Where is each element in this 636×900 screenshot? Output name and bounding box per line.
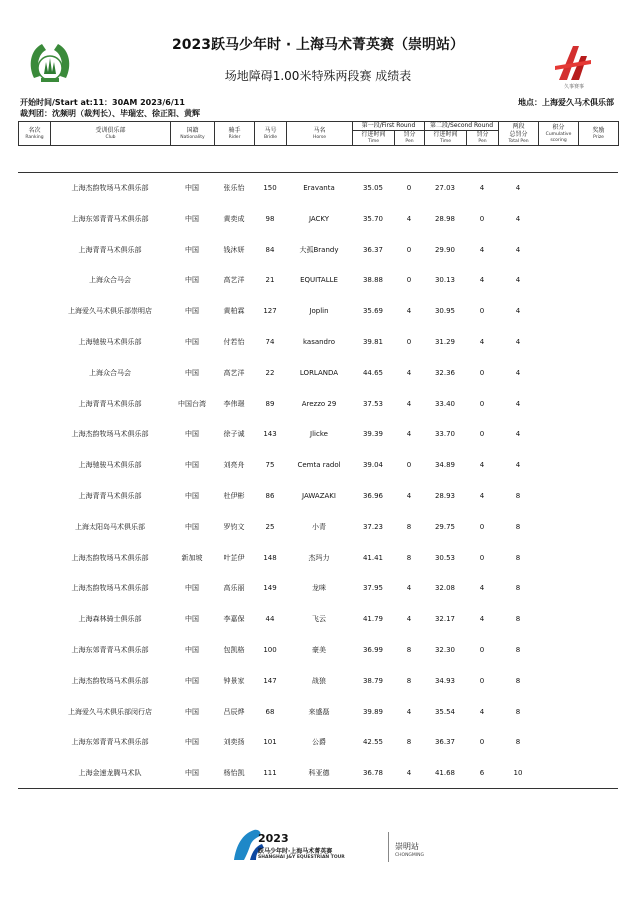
table-row bbox=[18, 759, 618, 787]
cell-total: 4 bbox=[515, 338, 521, 346]
cell-p1: 8 bbox=[406, 738, 412, 747]
cell-bridle: 68 bbox=[265, 707, 275, 716]
cell-p1: 0 bbox=[406, 338, 412, 346]
cell-nat: 中国 bbox=[185, 184, 199, 192]
cell-t1: 38.88 bbox=[362, 276, 384, 285]
cell-nat: 中国 bbox=[185, 738, 199, 747]
cell-rider: 包凯格 bbox=[223, 646, 245, 654]
cell-total: 8 bbox=[515, 707, 521, 716]
cell-t2: 34.93 bbox=[434, 676, 456, 685]
cell-club: 上海众合马会 bbox=[89, 368, 131, 377]
footer-station-en: CHONGMING bbox=[395, 853, 424, 858]
cell-club: 上海驰骏马术俱乐部 bbox=[78, 461, 142, 470]
cell-t2: 32.30 bbox=[434, 646, 456, 654]
cell-nat: 中国 bbox=[185, 276, 199, 285]
cell-bridle: 75 bbox=[265, 461, 275, 470]
cell-p1: 8 bbox=[406, 646, 412, 654]
cell-nat: 中国 bbox=[185, 461, 199, 470]
cell-p1: 4 bbox=[406, 615, 412, 624]
cell-total: 4 bbox=[515, 399, 521, 408]
footer-event-name: 跃马少年时·上海马术菁英赛 bbox=[258, 848, 333, 855]
cell-nat: 中国 bbox=[185, 492, 199, 500]
cell-p1: 8 bbox=[406, 676, 412, 685]
col-r2-time: 行进时间 Time bbox=[425, 131, 467, 146]
cell-total: 8 bbox=[515, 646, 521, 654]
cell-p2: 6 bbox=[479, 769, 485, 778]
cell-club: 上海青青马术俱乐部 bbox=[78, 492, 142, 500]
table-row bbox=[18, 174, 618, 202]
cell-t1: 36.96 bbox=[362, 492, 384, 500]
cell-t1: 44.65 bbox=[362, 368, 384, 377]
col-rank: 名次 Ranking bbox=[19, 122, 51, 146]
cell-bridle: 127 bbox=[263, 307, 277, 316]
cell-t2: 33.40 bbox=[434, 399, 456, 408]
cell-t2: 35.54 bbox=[434, 707, 456, 716]
cell-t1: 41.41 bbox=[362, 553, 384, 562]
cell-club: 上海金速龙腾马术队 bbox=[78, 769, 142, 778]
cell-t2: 32.08 bbox=[434, 584, 456, 593]
cell-rider: 徐子诚 bbox=[223, 430, 245, 439]
cell-rider: 刘亮舟 bbox=[223, 461, 245, 470]
cell-club: 上海驰骏马术俱乐部 bbox=[78, 338, 142, 346]
cell-p1: 4 bbox=[406, 492, 412, 500]
cell-p1: 0 bbox=[406, 245, 412, 254]
cell-total: 10 bbox=[513, 769, 523, 778]
cell-p1: 0 bbox=[406, 461, 412, 470]
cell-nat: 中国 bbox=[185, 676, 199, 685]
table-row bbox=[18, 451, 618, 479]
cell-p2: 4 bbox=[479, 184, 485, 192]
cell-club: 上海爱久马术俱乐部闵行店 bbox=[68, 707, 152, 716]
cell-t1: 35.69 bbox=[362, 307, 384, 316]
cell-nat: 中国 bbox=[185, 368, 199, 377]
cell-rider: 李伟璟 bbox=[223, 399, 245, 408]
cell-bridle: 21 bbox=[265, 276, 275, 285]
cell-p2: 0 bbox=[479, 553, 485, 562]
cell-t1: 36.78 bbox=[362, 769, 384, 778]
table-bottom-rule bbox=[18, 788, 618, 789]
cell-nat: 中国台湾 bbox=[178, 399, 206, 408]
cell-club: 上海青青马术俱乐部 bbox=[78, 399, 142, 408]
cell-t1: 36.37 bbox=[362, 245, 384, 254]
col-bridle: 马号 Bridle bbox=[255, 122, 287, 146]
cell-rider: 黄奕成 bbox=[223, 214, 245, 223]
cell-p1: 8 bbox=[406, 522, 412, 531]
cell-rider: 黄柏霖 bbox=[223, 307, 245, 316]
cell-t1: 35.70 bbox=[362, 214, 384, 223]
footer-event-name-en: SHANGHAI J&Y EQUESTRIAN TOUR bbox=[258, 855, 345, 860]
cell-total: 4 bbox=[515, 184, 521, 192]
cell-p1: 4 bbox=[406, 584, 412, 593]
table-row bbox=[18, 667, 618, 695]
cell-club: 上海爱久马术俱乐部崇明店 bbox=[68, 307, 152, 316]
cell-club: 上海森林骑士俱乐部 bbox=[78, 615, 142, 624]
cell-nat: 中国 bbox=[185, 646, 199, 654]
jiushi-logo-text: 久事赛事 bbox=[563, 84, 584, 90]
table-row bbox=[18, 390, 618, 418]
cell-t2: 36.37 bbox=[434, 738, 456, 747]
cell-club: 上海东郊青青马术俱乐部 bbox=[71, 214, 149, 223]
table-row bbox=[18, 482, 618, 510]
cell-rider: 高艺洋 bbox=[223, 368, 245, 377]
cell-rider: 高乐丽 bbox=[223, 584, 245, 593]
cell-total: 8 bbox=[515, 553, 521, 562]
results-table-header bbox=[18, 121, 619, 146]
cell-bridle: 44 bbox=[265, 615, 275, 624]
cell-horse: 杰玛力 bbox=[308, 553, 330, 562]
cell-total: 4 bbox=[515, 307, 521, 316]
cell-horse: 豪美 bbox=[312, 646, 326, 654]
col-r2-pen: 罚分 Pen bbox=[467, 131, 499, 146]
cell-t1: 39.04 bbox=[362, 461, 384, 470]
cell-total: 4 bbox=[515, 461, 521, 470]
table-row bbox=[18, 513, 618, 541]
cell-p1: 8 bbox=[406, 553, 412, 562]
cell-rider: 钟景家 bbox=[223, 676, 245, 685]
cell-p2: 4 bbox=[479, 584, 485, 593]
cell-nat: 中国 bbox=[185, 307, 199, 316]
cell-p2: 0 bbox=[479, 522, 485, 531]
footer-station: 崇明站 bbox=[395, 842, 419, 851]
cell-rider: 杜伊彬 bbox=[223, 492, 245, 500]
cell-horse: Joplin bbox=[309, 307, 329, 316]
cell-p2: 4 bbox=[479, 245, 485, 254]
table-row bbox=[18, 236, 618, 264]
cell-p1: 4 bbox=[406, 769, 412, 778]
cell-bridle: 25 bbox=[265, 522, 275, 531]
table-row bbox=[18, 328, 618, 356]
cell-total: 4 bbox=[515, 430, 521, 439]
cell-bridle: 89 bbox=[265, 399, 275, 408]
cell-bridle: 98 bbox=[265, 214, 275, 223]
cell-bridle: 74 bbox=[265, 338, 275, 346]
cell-t1: 39.81 bbox=[362, 338, 384, 346]
cell-bridle: 84 bbox=[265, 245, 275, 254]
cell-horse: 战狼 bbox=[312, 676, 326, 685]
cell-t1: 39.89 bbox=[362, 707, 384, 716]
table-row bbox=[18, 728, 618, 756]
table-row bbox=[18, 359, 618, 387]
cell-rider: 李嘉保 bbox=[223, 615, 245, 624]
cell-horse: 来盛磊 bbox=[308, 707, 330, 716]
cell-p2: 0 bbox=[479, 738, 485, 747]
cell-total: 4 bbox=[515, 214, 521, 223]
cell-t2: 30.13 bbox=[434, 276, 456, 285]
cell-nat: 中国 bbox=[185, 338, 199, 346]
cell-nat: 中国 bbox=[185, 615, 199, 624]
cell-t2: 28.93 bbox=[434, 492, 456, 500]
cell-club: 上海东郊青青马术俱乐部 bbox=[71, 738, 149, 747]
venue: 地点：上海爱久马术俱乐部 bbox=[518, 98, 614, 107]
cell-horse: LORLANDA bbox=[299, 368, 339, 377]
col-nationality: 国籍 Nationality bbox=[171, 122, 215, 146]
cell-p2: 0 bbox=[479, 430, 485, 439]
cell-nat: 中国 bbox=[185, 584, 199, 593]
page-subtitle: 场地障碍1.00米特殊两段赛 成绩表 bbox=[224, 69, 412, 83]
cell-p2: 0 bbox=[479, 368, 485, 377]
footer-year: 2023 bbox=[258, 832, 289, 845]
cell-p1: 4 bbox=[406, 430, 412, 439]
cell-club: 上海杰韵牧场马术俱乐部 bbox=[71, 584, 149, 593]
col-club: 受训俱乐部 Club bbox=[51, 122, 171, 146]
start-time: 开始时间/Start at:11：30AM 2023/6/11 bbox=[20, 98, 185, 107]
cell-t2: 30.53 bbox=[434, 553, 456, 562]
cell-horse: JAWAZAKI bbox=[302, 492, 336, 500]
cell-p2: 4 bbox=[479, 461, 485, 470]
table-row bbox=[18, 636, 618, 664]
cell-p1: 4 bbox=[406, 399, 412, 408]
cell-total: 4 bbox=[515, 276, 521, 285]
cell-horse: Cemta radol bbox=[297, 461, 341, 470]
cell-bridle: 143 bbox=[263, 430, 277, 439]
cell-p1: 0 bbox=[406, 184, 412, 192]
cell-p1: 4 bbox=[406, 707, 412, 716]
cell-horse: 小青 bbox=[312, 522, 326, 531]
col-r1-pen: 罚分 Pen bbox=[395, 131, 425, 146]
cell-horse: Jlicke bbox=[310, 430, 328, 439]
cell-nat: 中国 bbox=[185, 522, 199, 531]
cell-t2: 29.90 bbox=[434, 245, 456, 254]
cell-horse: Arezzo 29 bbox=[301, 399, 337, 408]
cell-rider: 高艺洋 bbox=[223, 276, 245, 285]
col-horse: 马名 Horse bbox=[287, 122, 353, 146]
cell-rider: 钱沐妍 bbox=[223, 245, 245, 254]
cell-club: 上海青青马术俱乐部 bbox=[78, 245, 142, 254]
cell-horse: 龙咪 bbox=[312, 584, 326, 593]
cell-bridle: 101 bbox=[263, 738, 277, 747]
cell-t2: 34.89 bbox=[434, 461, 456, 470]
cell-t1: 39.39 bbox=[362, 430, 384, 439]
cell-p2: 4 bbox=[479, 338, 485, 346]
cell-club: 上海东郊青青马术俱乐部 bbox=[71, 646, 149, 654]
cell-bridle: 111 bbox=[263, 769, 277, 778]
cell-t2: 30.95 bbox=[434, 307, 456, 316]
cell-p1: 0 bbox=[406, 276, 412, 285]
cell-p2: 0 bbox=[479, 676, 485, 685]
table-row bbox=[18, 544, 618, 572]
col-rider: 骑手 Rider bbox=[215, 122, 255, 146]
page-title: 2023跃马少年时 · 上海马术菁英赛（崇明站） bbox=[171, 37, 465, 53]
col-second-round: 第二段/Second Round bbox=[425, 122, 499, 131]
col-first-round: 第一段/First Round bbox=[353, 122, 425, 131]
col-prize: 奖励 Prize bbox=[579, 122, 619, 146]
cell-horse: 大孤Brandy bbox=[299, 245, 339, 254]
cell-p1: 4 bbox=[406, 214, 412, 223]
cell-bridle: 148 bbox=[263, 553, 277, 562]
cell-horse: JACKY bbox=[308, 214, 330, 223]
table-row bbox=[18, 574, 618, 602]
cell-horse: 公爵 bbox=[312, 738, 326, 747]
cell-total: 8 bbox=[515, 615, 521, 624]
cell-nat: 中国 bbox=[185, 214, 199, 223]
table-row bbox=[18, 605, 618, 633]
judges: 裁判团：沈频明（裁判长）、毕瑞宏、徐正阳、黄辉 bbox=[20, 109, 200, 118]
cell-total: 4 bbox=[515, 368, 521, 377]
cell-horse: kasandro bbox=[302, 338, 336, 346]
cell-t1: 42.55 bbox=[362, 738, 384, 747]
table-row bbox=[18, 698, 618, 726]
cell-total: 8 bbox=[515, 584, 521, 593]
cell-t1: 37.53 bbox=[362, 399, 384, 408]
table-row bbox=[18, 297, 618, 325]
cell-p2: 4 bbox=[479, 615, 485, 624]
cell-t1: 36.99 bbox=[362, 646, 384, 654]
cell-total: 4 bbox=[515, 245, 521, 254]
cell-t1: 35.05 bbox=[362, 184, 384, 192]
cell-rider: 杨怡凯 bbox=[223, 769, 245, 778]
table-row bbox=[18, 266, 618, 294]
footer-divider bbox=[388, 832, 389, 862]
cell-bridle: 100 bbox=[263, 646, 277, 654]
cell-club: 上海杰韵牧场马术俱乐部 bbox=[71, 676, 149, 685]
table-top-rule bbox=[18, 172, 618, 173]
cell-p1: 4 bbox=[406, 307, 412, 316]
cell-rider: 罗钧文 bbox=[223, 522, 245, 531]
cell-rider: 叶芷伊 bbox=[223, 553, 245, 562]
cell-p2: 4 bbox=[479, 492, 485, 500]
col-r1-time: 行进时间 Time bbox=[353, 131, 395, 146]
table-row bbox=[18, 205, 618, 233]
cell-horse: Eravanta bbox=[303, 184, 335, 192]
cell-total: 8 bbox=[515, 676, 521, 685]
cell-rider: 吕辰烨 bbox=[223, 707, 245, 716]
cell-p2: 4 bbox=[479, 276, 485, 285]
cell-p1: 4 bbox=[406, 368, 412, 377]
cell-rider: 刘奕扬 bbox=[223, 738, 245, 747]
cell-t1: 38.79 bbox=[362, 676, 384, 685]
cell-t1: 37.95 bbox=[362, 584, 384, 593]
cell-nat: 中国 bbox=[185, 245, 199, 254]
cell-t2: 31.29 bbox=[434, 338, 456, 346]
cell-p2: 0 bbox=[479, 307, 485, 316]
cell-rider: 张乐怡 bbox=[223, 184, 245, 192]
cell-nat: 中国 bbox=[185, 707, 199, 716]
cell-p2: 0 bbox=[479, 399, 485, 408]
cell-club: 上海杰韵牧场马术俱乐部 bbox=[71, 430, 149, 439]
cell-t2: 41.68 bbox=[434, 769, 456, 778]
cell-bridle: 147 bbox=[263, 676, 277, 685]
cell-p2: 0 bbox=[479, 214, 485, 223]
cell-club: 上海众合马会 bbox=[89, 276, 131, 285]
cell-rider: 付若怡 bbox=[223, 338, 245, 346]
col-total-pen: 两段 总罚分 Total Pen bbox=[499, 122, 539, 146]
cell-t1: 41.79 bbox=[362, 615, 384, 624]
cell-nat: 中国 bbox=[185, 430, 199, 439]
cell-horse: 科亚德 bbox=[308, 769, 330, 778]
cell-horse: 飞云 bbox=[312, 615, 326, 624]
cell-horse: EQUITALLE bbox=[300, 276, 338, 285]
cell-t2: 32.17 bbox=[434, 615, 456, 624]
col-cumulative: 积分 Cumulative scoring bbox=[539, 122, 579, 146]
cell-t2: 33.70 bbox=[434, 430, 456, 439]
cell-nat: 中国 bbox=[185, 769, 199, 778]
cell-nat: 新加坡 bbox=[181, 553, 203, 562]
cell-total: 8 bbox=[515, 522, 521, 531]
cell-total: 8 bbox=[515, 492, 521, 500]
cell-t2: 32.36 bbox=[434, 368, 456, 377]
cell-t2: 28.98 bbox=[434, 214, 456, 223]
cell-bridle: 86 bbox=[265, 492, 275, 500]
cell-bridle: 150 bbox=[263, 184, 277, 192]
table-row bbox=[18, 420, 618, 448]
cell-club: 上海太阳岛马术俱乐部 bbox=[75, 522, 145, 531]
cell-t2: 27.03 bbox=[434, 184, 456, 192]
cell-p2: 0 bbox=[479, 646, 485, 654]
cell-club: 上海杰韵牧场马术俱乐部 bbox=[71, 553, 149, 562]
cell-bridle: 149 bbox=[263, 584, 277, 593]
cell-club: 上海杰韵牧场马术俱乐部 bbox=[71, 184, 149, 192]
cell-bridle: 22 bbox=[265, 368, 275, 377]
cell-t1: 37.23 bbox=[362, 522, 384, 531]
cell-total: 8 bbox=[515, 738, 521, 747]
cell-t2: 29.75 bbox=[434, 522, 456, 531]
cell-p2: 4 bbox=[479, 707, 485, 716]
